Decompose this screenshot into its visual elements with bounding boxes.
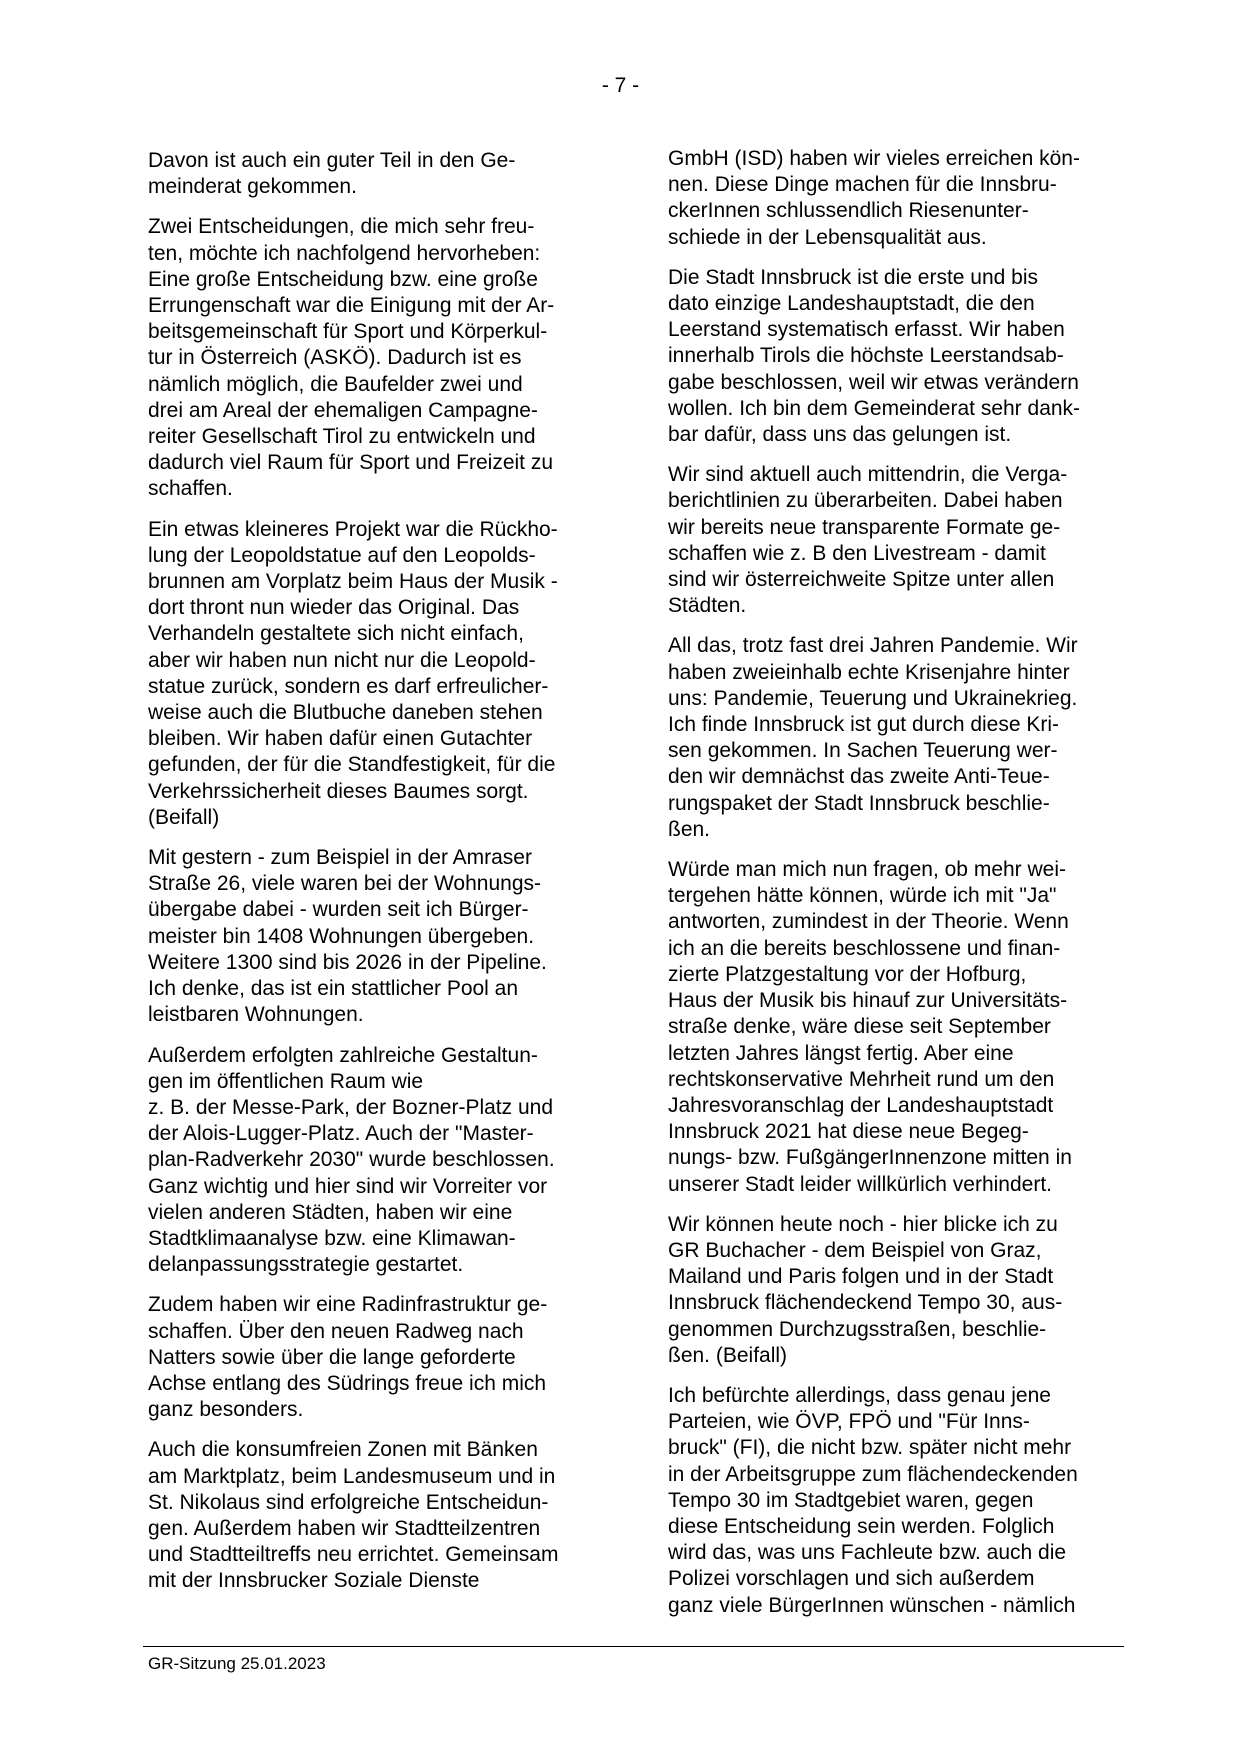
paragraph: Auch die konsumfreien Zonen mit Bänken am Marktplatz, beim Landesmuseum und in St. Nikolaus sind erfolgreiche Entscheidun- gen. Außerdem haben wir Stadtteilzentren und Stadtteiltreffs neu errichtet. Gemeinsam mit der Innsbrucker Soziale Dienste [148, 1438, 559, 1593]
paragraph: Ein etwas kleineres Projekt war die Rückho- lung der Leopoldstatue auf den Leopolds- brunnen am Vorplatz beim Haus der Musik - dort thront nun wieder das Original. Das Verhandeln gestaltete sich nicht einfach, aber wir haben nun nicht nur die Leopold- statue zurück, sondern es darf erfreulicher- weise auch die Blutbuche daneben stehen bleiben. Wir haben dafür einen Gutachter gefunden, der für die Standfestigkeit, für die Verkehrssicherheit dieses Baumes sorgt. (Beifall) [148, 517, 558, 829]
paragraph: Mit gestern - zum Beispiel in der Amraser Straße 26, viele waren bei der Wohnungs- übergabe dabei - wurden seit ich Bürger- meister bin 1408 Wohnungen übergeben. Weitere 1300 sind bis 2026 in der Pipeline. Ich denke, das ist ein stattlicher Pool an leistbaren Wohnungen. [148, 846, 547, 1027]
paragraph: Davon ist auch ein guter Teil in den Ge- meinderat gekommen. [148, 149, 516, 199]
footer-divider [143, 1646, 1124, 1647]
paragraph: Die Stadt Innsbruck ist die erste und bis dato einzige Landeshauptstadt, die den Leerstand systematisch erfasst. Wir haben innerhalb Tirols die höchste Leerstandsab- gabe beschlossen, weil wir etwas verändern wollen. Ich bin dem Gemeinderat sehr dank- bar dafür, dass uns das gelungen ist. [668, 265, 1081, 447]
paragraph: Außerdem erfolgten zahlreiche Gestaltun- gen im öffentlichen Raum wie z. B. der Messe-Park, der Bozner-Platz und der Alois-Lugger-Platz. Auch der "Master- plan-Radverkehr 2030" wurde beschlossen. Ganz wichtig und hier sind wir Vorreiter vor vielen anderen Städten, haben wir eine Stadtklimaanalyse bzw. eine Klimawan- delanpassungsstrategie gestartet. [148, 1043, 555, 1277]
paragraph: All das, trotz fast drei Jahren Pandemie. Wir haben zweieinhalb echte Krisenjahre hinter uns: Pandemie, Teuerung und Ukrainekrieg. Ich finde Innsbruck ist gut durch diese Kri- sen gekommen. In Sachen Teuerung wer- den wir demnächst das zweite Anti-Teue- rungspaket der Stadt Innsbruck beschlie- ßen. [668, 634, 1078, 841]
paragraph: Ich befürchte allerdings, dass genau jene Parteien, wie ÖVP, FPÖ und "Für Inns- bruck" (FI), die nicht bzw. später nicht mehr in der Arbeitsgruppe zum flächendeckenden Tempo 30 im Stadtgebiet waren, gegen diese Entscheidung sein werden. Folglich wird das, was uns Fachleute bzw. auch die Polizei vorschlagen und sich außerdem ganz viele BürgerInnen wünschen - nämlich [668, 1383, 1078, 1617]
right-column [668, 146, 1128, 1633]
paragraph: Wir sind aktuell auch mittendrin, die Verga- berichtlinien zu überarbeiten. Dabei haben wir bereits neue transparente Formate ge- schaffen wie z. B den Livestream - damit sind wir österreichweite Spitze unter allen Städten. [668, 463, 1068, 618]
paragraph: Zwei Entscheidungen, die mich sehr freu- ten, möchte ich nachfolgend hervorheben: Eine große Entscheidung bzw. eine große Errungenschaft war die Einigung mit der Ar- beitsgemeinschaft für Sport und Körperkul- tur in Österreich (ASKÖ). Dadurch ist es nämlich möglich, die Baufelder zwei und drei am Areal der ehemaligen Campagne- reiter Gesellschaft Tirol zu entwickeln und dadurch viel Raum für Sport und Freizeit zu schaffen. [148, 215, 555, 501]
paragraph: Würde man mich nun fragen, ob mehr wei- tergehen hätte können, würde ich mit "Ja" antworten, zumindest in der Theorie. Wenn ich an die bereits beschlossene und finan- zierte Platzgestaltung vor der Hofburg, Haus der Musik bis hinauf zur Universitäts- straße denke, wäre diese seit September letzten Jahres längst fertig. Aber eine rechtskonservative Mehrheit rund um den Jahresvoranschlag der Landeshauptstadt Innsbruck 2021 hat diese neue Begeg- nungs- bzw. FußgängerInnenzone mitten in unserer Stadt leider willkürlich verhindert. [668, 858, 1072, 1196]
left-column [148, 148, 608, 1609]
paragraph: Zudem haben wir eine Radinfrastruktur ge- schaffen. Über den neuen Radweg nach Natters sowie über die lange geforderte Achse entlang des Südrings freue ich mich ganz besonders. [148, 1293, 548, 1422]
page-number: - 7 - [601, 74, 640, 97]
footer-text: GR-Sitzung 25.01.2023 [148, 1654, 326, 1673]
paragraph: Wir können heute noch - hier blicke ich zu GR Buchacher - dem Beispiel von Graz, Mailand und Paris folgen und in der Stadt Innsbruck flächendeckend Tempo 30, aus- genommen Durchzugsstraßen, beschlie- ßen. (Beifall) [668, 1212, 1063, 1367]
paragraph: GmbH (ISD) haben wir vieles erreichen kön- nen. Diese Dinge machen für die Innsbru- ckerInnen schlussendlich Riesenunter- schiede in der Lebensqualität aus. [668, 147, 1080, 249]
